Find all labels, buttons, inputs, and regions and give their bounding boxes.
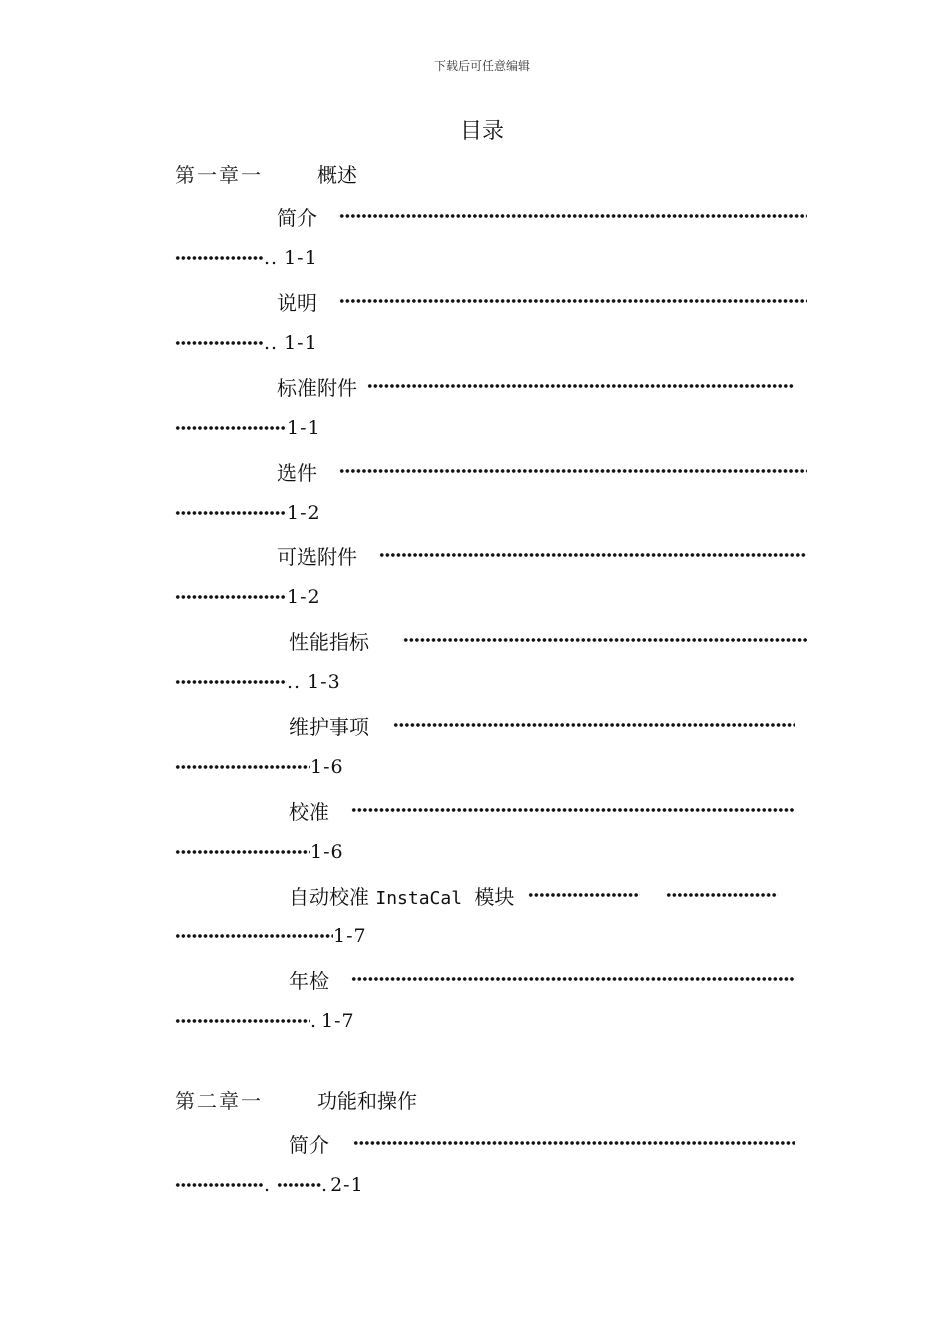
toc-page-number: 1-6 [310,841,344,863]
toc-entry-continuation [175,837,344,867]
toc-suffix: .. [264,332,279,354]
toc-entry-label: 简介 [289,1132,329,1157]
toc-suffix: .. [264,247,279,269]
dot-leader [175,594,287,600]
toc-entry-continuation [175,243,318,273]
toc-entry-continuation [175,498,321,528]
chapter-title: 概述 [317,163,357,187]
toc-entry-continuation [175,413,321,443]
toc-entry-label: 年检 [289,968,329,993]
dot-leader [175,340,264,346]
toc-entry[interactable] [289,795,795,825]
toc-entry-label: 校准 [289,799,329,824]
dot-leader [175,1018,310,1024]
dot-leader [175,510,287,516]
dot-leader [353,1140,795,1146]
toc-entry[interactable] [289,625,807,655]
toc-page-number: 1-1 [284,247,318,269]
dot-leader [175,849,310,855]
header-note: 下载后可任意编辑 [433,59,530,73]
toc-entry-label [289,881,514,910]
toc-suffix: . [321,1174,329,1196]
dot-leader-segment [666,892,778,898]
toc-page-number: 1-1 [284,332,318,354]
toc-entry-label: 性能指标 [289,629,369,654]
toc-entry-continuation [175,582,321,612]
toc-entry-continuation [175,1006,355,1036]
toc-suffix: . [310,1010,318,1032]
toc-page-number: 1-2 [287,586,321,608]
toc-entry-label: 维护事项 [289,714,369,739]
toc-page-number: 1-6 [310,756,344,778]
toc-entry-label: 选件 [277,460,317,485]
toc-entry[interactable] [277,201,807,231]
toc-entry-label: 简介 [277,205,317,230]
dot-leader [175,679,287,685]
toc-entry-label: 可选附件 [277,544,357,569]
toc-page-number: 1-1 [287,417,321,439]
toc-page-number: 1-2 [287,502,321,524]
toc-entry[interactable] [289,710,795,740]
toc-entry-continuation [175,752,344,782]
toc-entry[interactable] [277,286,807,316]
toc-entry[interactable] [289,880,801,910]
dot-leader [175,425,287,431]
dot-leader [393,722,795,728]
toc-entry-continuation [175,1170,364,1200]
toc-entry[interactable] [289,1128,795,1158]
chapter-number: 第二章一 [175,1089,263,1113]
dot-leader [528,892,801,898]
dot-leader-segment [528,892,640,898]
toc-entry[interactable] [277,456,807,486]
toc-entry-label-part: InstaCal [375,887,463,909]
toc-suffix: .. [287,671,302,693]
toc-entry[interactable] [277,540,807,570]
toc-title: 目录 [459,119,504,144]
toc-entry-label-part: 自动校准 [289,884,369,909]
toc-mid: . [264,1174,272,1196]
toc-page-number: 1-7 [321,1010,355,1032]
toc-page-number: 2-1 [330,1174,364,1196]
chapter-heading [175,1085,417,1114]
dot-leader [175,1182,264,1188]
dot-leader [351,976,795,982]
dot-leader [367,383,795,389]
dot-leader [339,298,807,304]
chapter-heading [175,159,357,188]
dot-leader [351,807,795,813]
toc-entry-continuation [175,328,318,358]
toc-page-number: 1-3 [307,671,341,693]
dot-leader [277,1182,321,1188]
dot-leader [403,637,807,643]
toc-entry-label: 标准附件 [277,375,357,400]
toc-entry-continuation [175,667,341,697]
chapter-title: 功能和操作 [317,1089,417,1113]
toc-entry-label-part: 模块 [474,884,515,909]
toc-entry-continuation [175,921,367,951]
toc-entry[interactable] [289,964,795,994]
toc-entry[interactable] [277,371,795,401]
dot-leader [339,213,807,219]
dot-leader [339,468,807,474]
dot-leader [175,933,333,939]
dot-leader [175,255,264,261]
dot-leader [379,552,807,558]
toc-page-number: 1-7 [333,925,367,947]
dot-leader [175,764,310,770]
chapter-number: 第一章一 [175,163,263,187]
toc-entry-label: 说明 [277,290,317,315]
